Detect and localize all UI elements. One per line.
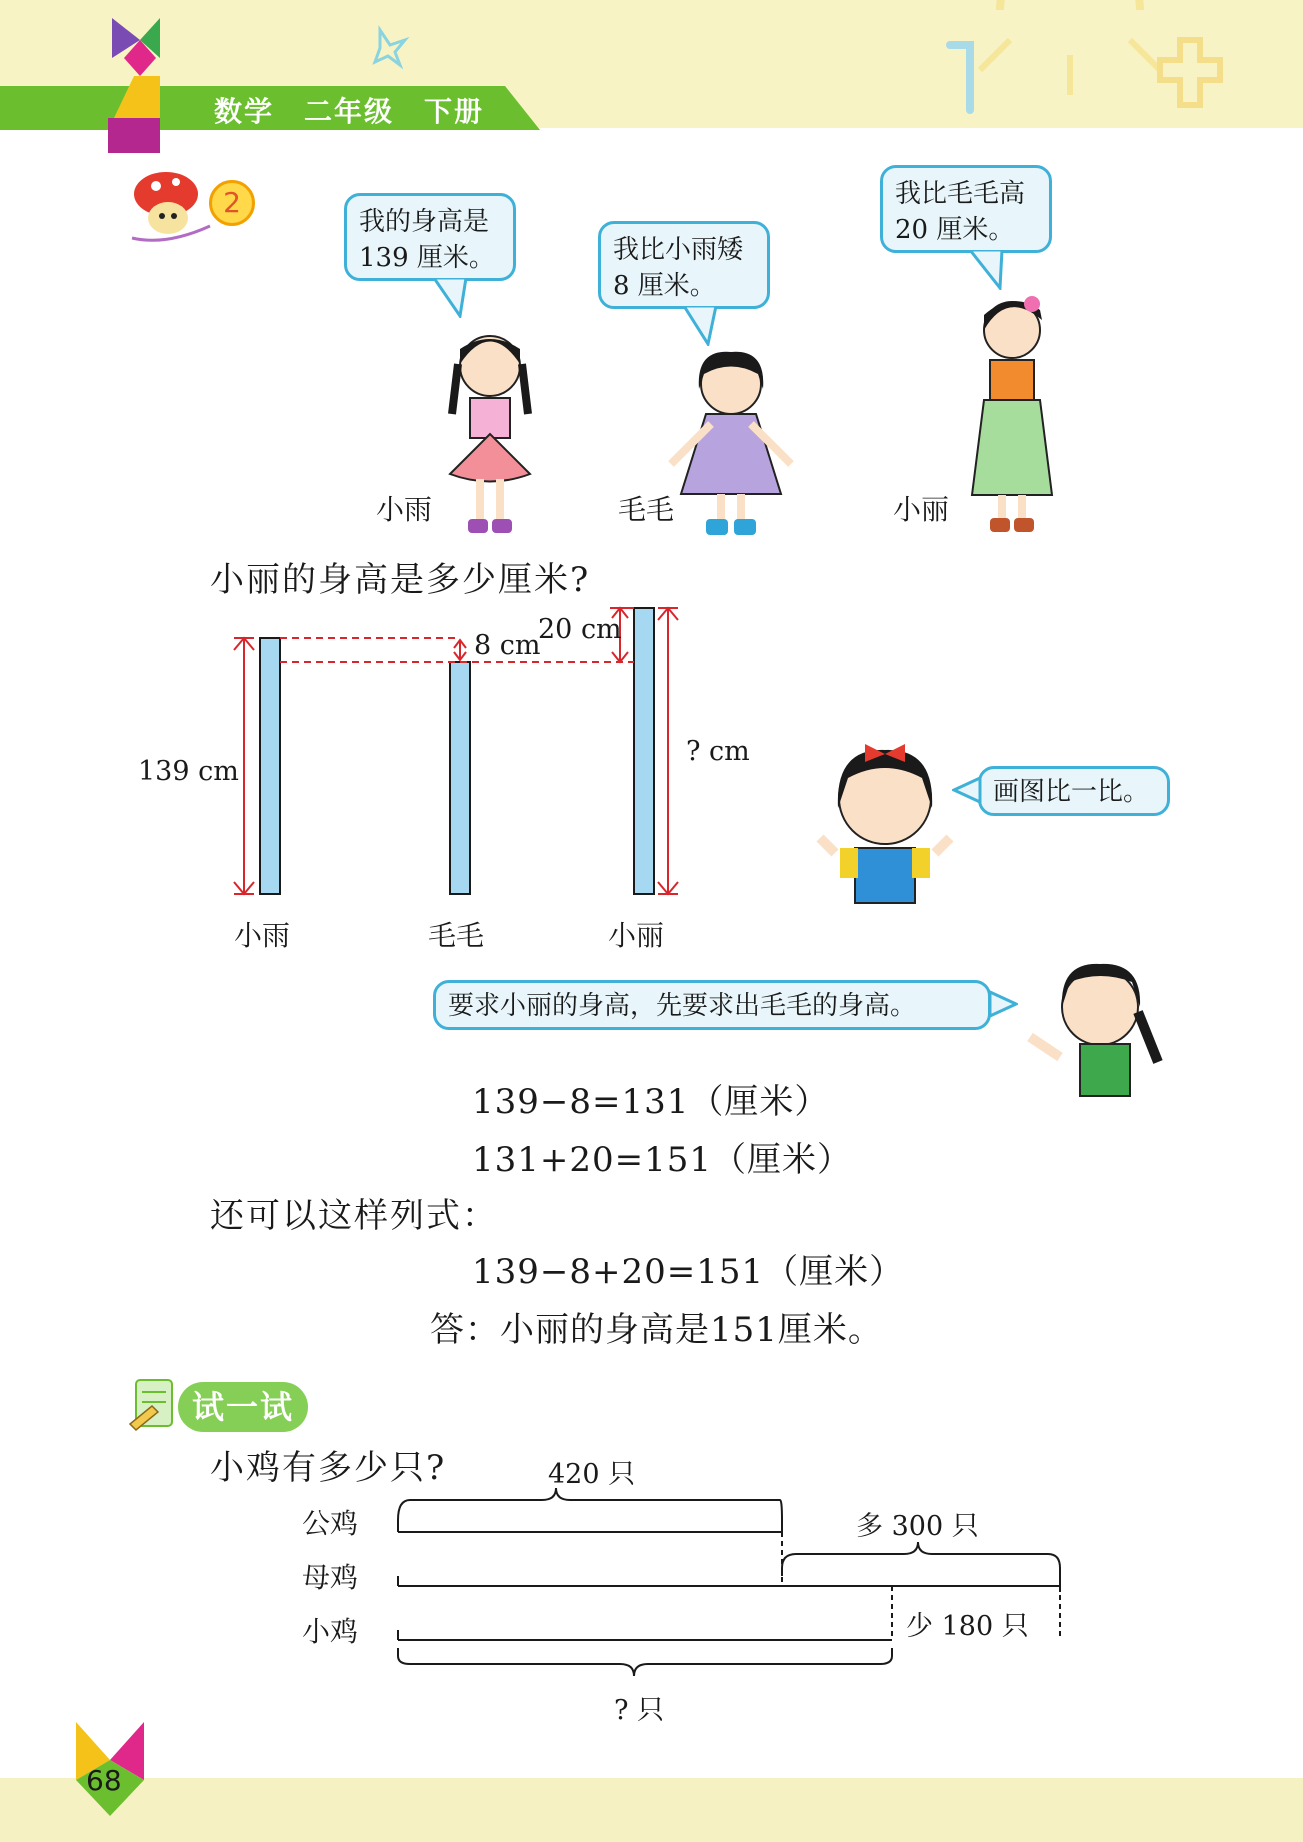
equation-step-1: 139−8=131（厘米）: [472, 1082, 830, 1122]
label-139-cm: 139 cm: [138, 756, 239, 787]
kid-name-xiaoyu: 小雨: [376, 493, 433, 526]
label-more-300: 多 300 只: [856, 1511, 979, 1542]
kid-name-xiaoli: 小丽: [893, 493, 950, 526]
brace-420: [398, 1488, 782, 1532]
tangram-logo: [104, 18, 164, 153]
bottom-decor-band: [0, 1778, 1303, 1842]
bubble-tail: [988, 990, 1018, 1020]
bar-name-maomao: 毛毛: [428, 919, 485, 952]
bar-name-xiaoyu: 小雨: [234, 919, 291, 952]
row-label-hen: 母鸡: [302, 1561, 359, 1594]
brace-total: [398, 1648, 892, 1676]
equation-step-2: 131+20=151（厘米）: [472, 1140, 853, 1180]
page-number: 68: [86, 1764, 122, 1797]
speech-bubble-draw: 画图比一比。: [978, 766, 1170, 816]
label-question-cm: ? cm: [686, 736, 750, 767]
girl-xiaoli-illustration: [962, 290, 1062, 538]
bar-xiaoyu: [260, 638, 280, 894]
bubble-tail: [952, 776, 982, 806]
notebook-pencil-icon: [128, 1376, 178, 1432]
equation-combined: 139−8+20=151（厘米）: [472, 1252, 905, 1292]
row-label-chick: 小鸡: [302, 1615, 359, 1648]
girl-xiaoyu-illustration: [440, 324, 540, 538]
row-label-rooster: 公鸡: [302, 1507, 359, 1540]
speech-bubble-hint: 要求小丽的身高，先要求出毛毛的身高。: [433, 980, 991, 1030]
bar-maomao: [450, 662, 470, 894]
label-20-cm: 20 cm: [538, 614, 622, 645]
speech-bubble-maomao: 我比小雨矮 8 厘米。: [598, 221, 770, 309]
alternative-intro: 还可以这样列式：: [210, 1196, 498, 1236]
mushroom-mascot-icon: [126, 166, 211, 244]
speech-bubble-xiaoli: 我比毛毛高 20 厘米。: [880, 165, 1052, 253]
label-420: 420 只: [548, 1459, 636, 1490]
bubble-tail: [680, 306, 720, 346]
bar-xiaoli: [634, 608, 654, 894]
girl-braids-illustration: [1020, 952, 1170, 1102]
label-8-cm: 8 cm: [474, 630, 541, 661]
answer-sentence: 答：小丽的身高是151厘米。: [430, 1310, 883, 1350]
girl-teacher-illustration: [810, 738, 960, 910]
question-text: 小丽的身高是多少厘米?: [210, 560, 591, 600]
brace-more-300: [782, 1542, 1060, 1576]
label-less-180: 少 180 只: [906, 1611, 1029, 1642]
height-comparison-diagram: [120, 590, 760, 920]
try-it-label: 试一试: [178, 1382, 308, 1432]
header-title: 数学 二年级 下册: [214, 95, 485, 128]
bubble-tail: [966, 250, 1006, 290]
kid-name-maomao: 毛毛: [618, 493, 675, 526]
bar-name-xiaoli: 小丽: [608, 919, 665, 952]
example-number-badge: 2: [209, 180, 255, 226]
try-question: 小鸡有多少只?: [210, 1448, 447, 1488]
girl-maomao-illustration: [666, 344, 796, 538]
bubble-tail: [430, 278, 470, 318]
label-total-question: ? 只: [614, 1695, 665, 1726]
speech-bubble-xiaoyu: 我的身高是 139 厘米。: [344, 193, 516, 281]
